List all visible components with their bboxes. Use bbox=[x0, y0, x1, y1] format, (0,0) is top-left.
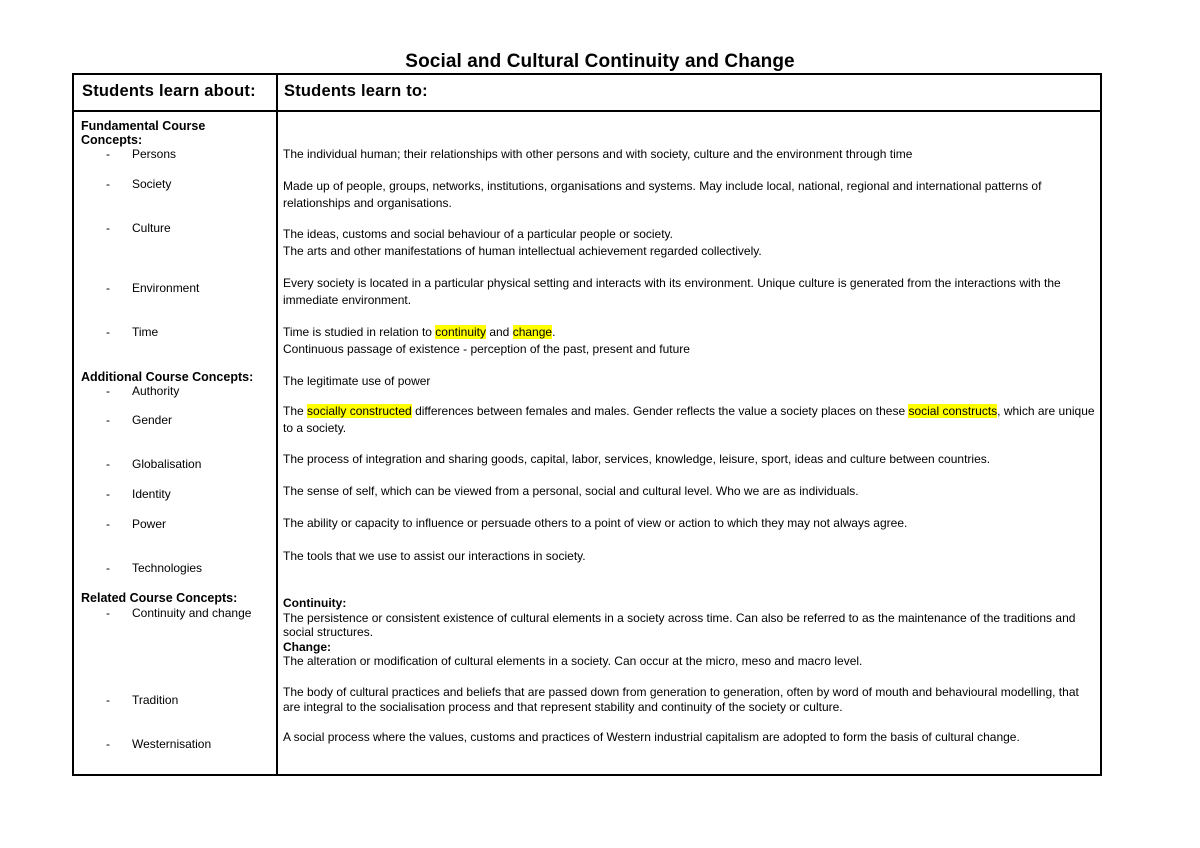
header-learn-to: Students learn to: bbox=[284, 82, 428, 100]
continuity-text: The persistence or consistent existence of cultural elements in a society across time. Can also be referred to as the maintenance of the traditions and social structures. bbox=[283, 610, 1076, 639]
def-gender-text: , which are unique to a society. bbox=[283, 404, 1095, 435]
def-authority: The legitimate use of power bbox=[283, 374, 431, 388]
bullet: - bbox=[106, 325, 110, 339]
def-technologies: The tools that we use to assist our interactions in society. bbox=[283, 549, 586, 563]
def-gender bbox=[283, 403, 1098, 437]
section-related: Related Course Concepts: bbox=[81, 591, 238, 605]
def-culture bbox=[283, 226, 1098, 260]
section-additional: Additional Course Concepts: bbox=[81, 370, 254, 384]
def-gender-text: differences between females and males. Gender reflects the value a society places on these bbox=[411, 404, 909, 418]
bullet: - bbox=[106, 693, 110, 707]
term-power: Power bbox=[132, 517, 167, 531]
continuity-label: Continuity: bbox=[283, 596, 347, 610]
term-continuity-change: Continuity and change bbox=[132, 606, 252, 620]
def-identity: The sense of self, which can be viewed from a personal, social and cultural level. Who we are as individuals. bbox=[283, 484, 859, 498]
term-culture: Culture bbox=[132, 221, 171, 235]
def-continuity-change bbox=[283, 596, 1098, 669]
bullet: - bbox=[106, 517, 110, 531]
change-text: The alteration or modification of cultural elements in a society. Can occur at the micro, meso and macro level. bbox=[283, 654, 863, 668]
term-time: Time bbox=[132, 325, 159, 339]
def-time-line-2: Continuous passage of existence - perception of the past, present and future bbox=[283, 342, 690, 356]
def-gender-text: The bbox=[283, 404, 308, 418]
def-tradition: The body of cultural practices and beliefs that are passed down from generation to generation, often by word of mouth and behavioural modelling, that are integral to the socialisation process and that represent stability and continuity of the society or culture. bbox=[283, 685, 1079, 714]
def-time-text: Time is studied in relation to bbox=[283, 325, 436, 339]
def-time-line-1 bbox=[283, 324, 1098, 341]
bullet: - bbox=[106, 561, 110, 575]
def-time-text: and bbox=[486, 325, 513, 339]
bullet: - bbox=[106, 147, 110, 161]
bullet: - bbox=[106, 177, 110, 191]
def-environment: Every society is located in a particular physical setting and interacts with its environment. Unique culture is generated from the interactions with the immediate environment. bbox=[283, 276, 1061, 307]
bullet: - bbox=[106, 457, 110, 471]
def-society: Made up of people, groups, networks, institutions, organisations and systems. May include local, national, regional and international patterns of relationships and organisations. bbox=[283, 179, 1042, 210]
term-tradition: Tradition bbox=[132, 693, 179, 707]
def-time bbox=[283, 324, 1098, 358]
def-time-text: . bbox=[552, 325, 556, 339]
def-power: The ability or capacity to influence or persuade others to a point of view or action to which they may not always agree. bbox=[283, 516, 908, 530]
page-title: Social and Cultural Continuity and Change bbox=[405, 51, 795, 72]
highlight-change: change bbox=[512, 325, 553, 339]
term-gender: Gender bbox=[132, 413, 173, 427]
bullet: - bbox=[106, 737, 110, 751]
highlight-socially-constructed: socially constructed bbox=[307, 404, 412, 418]
term-identity: Identity bbox=[132, 487, 171, 501]
def-culture-line-2: The arts and other manifestations of human intellectual achievement regarded collectively. bbox=[283, 244, 762, 258]
column-divider bbox=[276, 75, 278, 774]
bullet: - bbox=[106, 281, 110, 295]
header-divider bbox=[74, 110, 1100, 112]
term-technologies: Technologies bbox=[132, 561, 203, 575]
term-society: Society bbox=[132, 177, 172, 191]
def-persons: The individual human; their relationships with other persons and with society, culture and the environment through time bbox=[283, 147, 913, 161]
highlight-continuity: continuity bbox=[435, 325, 486, 339]
bullet: - bbox=[106, 487, 110, 501]
def-culture-line-1: The ideas, customs and social behaviour of a particular people or society. bbox=[283, 227, 673, 241]
section-fundamental: Fundamental Course Concepts: bbox=[81, 119, 206, 147]
header-learn-about: Students learn about: bbox=[82, 82, 256, 100]
change-label: Change: bbox=[283, 639, 331, 654]
bullet: - bbox=[106, 221, 110, 235]
bullet: - bbox=[106, 606, 110, 620]
highlight-social-constructs: social constructs bbox=[908, 404, 998, 418]
term-environment: Environment bbox=[132, 281, 200, 295]
term-authority: Authority bbox=[132, 384, 180, 398]
def-westernisation: A social process where the values, customs and practices of Western industrial capitalism are adopted to form the basis of cultural change. bbox=[283, 730, 1020, 744]
def-globalisation: The process of integration and sharing goods, capital, labor, services, knowledge, leisure, sport, ideas and culture between countries. bbox=[283, 452, 991, 466]
term-persons: Persons bbox=[132, 147, 177, 161]
term-globalisation: Globalisation bbox=[132, 457, 202, 471]
bullet: - bbox=[106, 413, 110, 427]
bullet: - bbox=[106, 384, 110, 398]
term-westernisation: Westernisation bbox=[132, 737, 212, 751]
